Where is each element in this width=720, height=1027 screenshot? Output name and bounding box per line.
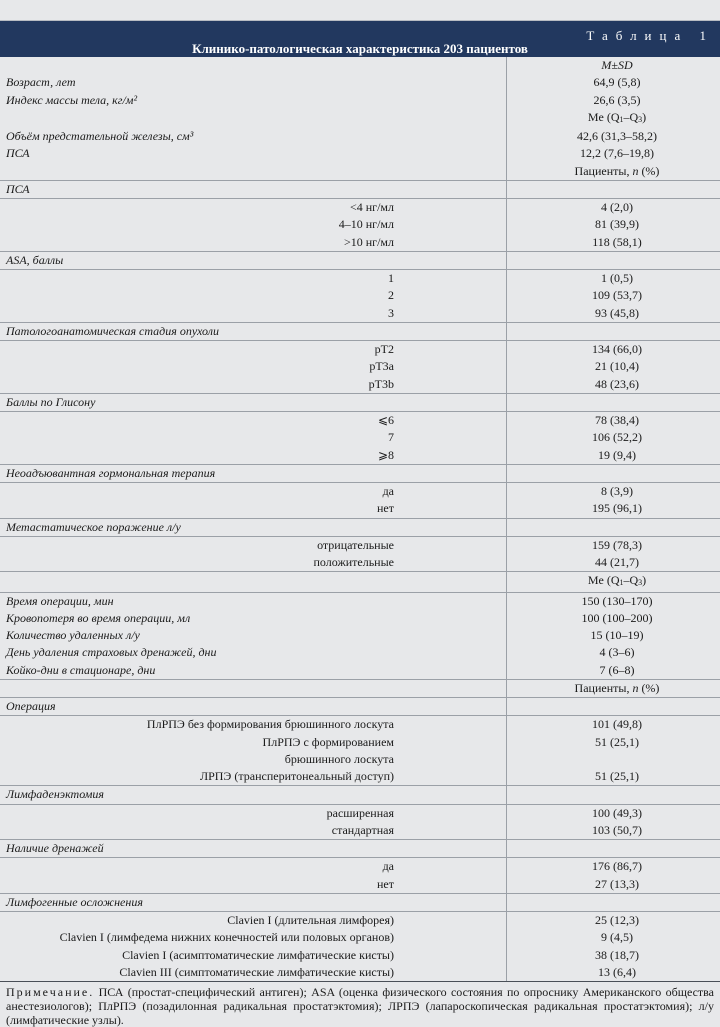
section-value: [507, 322, 720, 340]
subgroup-label: Clavien I (длительная лимфорея): [0, 912, 507, 930]
section-row: [0, 840, 720, 858]
table-row: [0, 74, 720, 91]
section-value: [507, 518, 720, 536]
row-label: День удаления страховых дренажей, дни: [0, 644, 507, 661]
subgroup-label: положительные: [0, 554, 507, 572]
subgroup-label: ⩾8: [0, 447, 507, 465]
row-value: 81 (39,9): [507, 216, 720, 233]
table-row: [0, 627, 720, 644]
table-title: Клинико-патологическая характеристика 203 пациентов: [0, 41, 720, 57]
row-label: Количество удаленных л/у: [0, 627, 507, 644]
table-row: [0, 128, 720, 145]
table-row: [0, 947, 720, 964]
table-row: [0, 592, 720, 610]
row-value: 8 (3,9): [507, 483, 720, 501]
row-label: [0, 57, 507, 74]
subgroup-label: Clavien I (лимфедема нижних конечностей или половых органов): [0, 929, 507, 946]
section-label: Наличие дренажей: [0, 840, 507, 858]
table-row: [0, 858, 720, 876]
subgroup-label: Clavien I (асимптоматические лимфатические кисты): [0, 947, 507, 964]
subgroup-label: 3: [0, 305, 507, 323]
row-value: 159 (78,3): [507, 536, 720, 554]
row-value: 78 (38,4): [507, 412, 720, 430]
page-top-strip: [0, 0, 720, 21]
row-value: 103 (50,7): [507, 822, 720, 840]
table-row: [0, 109, 720, 128]
table-row: [0, 734, 720, 751]
row-value: 25 (12,3): [507, 912, 720, 930]
row-value: 21 (10,4): [507, 358, 720, 375]
section-row: [0, 893, 720, 911]
table-row: [0, 804, 720, 822]
subgroup-label: ПлРПЭ без формирования брюшинного лоскута: [0, 716, 507, 734]
subgroup-label: стандартная: [0, 822, 507, 840]
table-row: [0, 536, 720, 554]
subgroup-label: да: [0, 858, 507, 876]
section-label: Лимфогенные осложнения: [0, 893, 507, 911]
row-label: Кровопотеря во время операции, мл: [0, 610, 507, 627]
subgroup-label: 2: [0, 287, 507, 304]
table-row: [0, 716, 720, 734]
section-value: [507, 464, 720, 482]
section-label: Метастатическое поражение л/у: [0, 518, 507, 536]
row-value: 106 (52,2): [507, 429, 720, 446]
table-row: [0, 483, 720, 501]
table-row: [0, 145, 720, 162]
row-value: [507, 751, 720, 768]
table-row: [0, 768, 720, 786]
subgroup-label: да: [0, 483, 507, 501]
row-value: 19 (9,4): [507, 447, 720, 465]
table-row: [0, 376, 720, 394]
table-row: [0, 92, 720, 109]
table-row: [0, 412, 720, 430]
section-label: Баллы по Глисону: [0, 393, 507, 411]
subgroup-label: pT3b: [0, 376, 507, 394]
section-label: ПСА: [0, 180, 507, 198]
subgroup-label: 1: [0, 270, 507, 288]
row-value: 100 (49,3): [507, 804, 720, 822]
column-caption: Me $(Q_1-Q_3)$: [507, 109, 720, 128]
section-row: [0, 180, 720, 198]
table-row: [0, 929, 720, 946]
row-value: 176 (86,7): [507, 858, 720, 876]
subgroup-label: нет: [0, 876, 507, 894]
row-value: 48 (23,6): [507, 376, 720, 394]
subgroup-label: pT3a: [0, 358, 507, 375]
row-label: Возраст, лет: [0, 74, 507, 91]
subgroup-label: Clavien III (симптоматические лимфатические кисты): [0, 964, 507, 981]
section-value: [507, 893, 720, 911]
table-header: [0, 21, 720, 57]
section-row: [0, 251, 720, 269]
table-row: [0, 500, 720, 518]
section-value: [507, 840, 720, 858]
section-label: Операция: [0, 698, 507, 716]
row-value: 1 (0,5): [507, 270, 720, 288]
subgroup-label: <4 нг/мл: [0, 199, 507, 217]
subgroup-label: нет: [0, 500, 507, 518]
section-label: Неоадъювантная гормональная терапия: [0, 464, 507, 482]
subgroup-label: >10 нг/мл: [0, 234, 507, 252]
row-value: 134 (66,0): [507, 341, 720, 359]
row-value: 26,6 (3,5): [507, 92, 720, 109]
table-row: [0, 305, 720, 323]
row-value: 150 (130–170): [507, 592, 720, 610]
section-label: Патологоанатомическая стадия опухоли: [0, 322, 507, 340]
table-row: [0, 662, 720, 680]
table-row: [0, 610, 720, 627]
row-value: 44 (21,7): [507, 554, 720, 572]
row-value: 64,9 (5,8): [507, 74, 720, 91]
row-value: 12,2 (7,6–19,8): [507, 145, 720, 162]
table-row: [0, 876, 720, 894]
table-row: [0, 644, 720, 661]
row-label: Койко-дни в стационаре, дни: [0, 662, 507, 680]
table-number: Таблица 1: [586, 28, 714, 44]
row-label: [0, 572, 507, 592]
subgroup-label: расширенная: [0, 804, 507, 822]
table-row: [0, 447, 720, 465]
row-label: Индекс массы тела, кг/м²: [0, 92, 507, 109]
table-row: [0, 679, 720, 697]
section-label: ASA, баллы: [0, 251, 507, 269]
column-caption: Пациенты, n (%): [507, 679, 720, 697]
section-row: [0, 393, 720, 411]
row-value: 195 (96,1): [507, 500, 720, 518]
table-row: [0, 341, 720, 359]
column-caption: M±SD: [507, 57, 720, 74]
row-value: 38 (18,7): [507, 947, 720, 964]
table-row: [0, 822, 720, 840]
row-label: [0, 109, 507, 128]
row-value: 7 (6–8): [507, 662, 720, 680]
row-value: 27 (13,3): [507, 876, 720, 894]
row-value: 51 (25,1): [507, 734, 720, 751]
subgroup-label: ⩽6: [0, 412, 507, 430]
table-row: [0, 429, 720, 446]
table-row: [0, 572, 720, 592]
table-row: [0, 163, 720, 181]
row-label: Объём предстательной железы, см³: [0, 128, 507, 145]
subgroup-label: ЛРПЭ (трансперитонеальный доступ): [0, 768, 507, 786]
table-row: [0, 751, 720, 768]
section-value: [507, 393, 720, 411]
row-value: 42,6 (31,3–58,2): [507, 128, 720, 145]
row-value: 101 (49,8): [507, 716, 720, 734]
footnote-prefix: Примечание.: [6, 985, 94, 999]
section-value: [507, 698, 720, 716]
section-value: [507, 251, 720, 269]
characteristics-table: [0, 57, 720, 981]
column-caption: Пациенты, n (%): [507, 163, 720, 181]
subgroup-label: 4–10 нг/мл: [0, 216, 507, 233]
section-label: Лимфаденэктомия: [0, 786, 507, 804]
section-row: [0, 322, 720, 340]
subgroup-label: ПлРПЭ с формированием: [0, 734, 507, 751]
footnote-text: ПСА (простат-специфический антиген); ASA (оценка физического состояния по опроснику Американского общества анестезиологов); ПлРПЭ (позадилонная радикальная простатэктомия); ЛРПЭ (лапароскопическая радикальная простатэктомия); л/у (лимфатические узлы).: [6, 985, 714, 1027]
subgroup-label: отрицательные: [0, 536, 507, 554]
section-value: [507, 180, 720, 198]
section-row: [0, 518, 720, 536]
subgroup-label: 7: [0, 429, 507, 446]
table-row: [0, 287, 720, 304]
section-value: [507, 786, 720, 804]
section-row: [0, 464, 720, 482]
row-value: 4 (2,0): [507, 199, 720, 217]
row-label: [0, 679, 507, 697]
row-value: 51 (25,1): [507, 768, 720, 786]
table-row: [0, 216, 720, 233]
table-footnote: [0, 981, 720, 1027]
row-value: 109 (53,7): [507, 287, 720, 304]
row-value: 15 (10–19): [507, 627, 720, 644]
table-row: [0, 554, 720, 572]
row-value: 9 (4,5): [507, 929, 720, 946]
table-row: [0, 234, 720, 252]
table-row: [0, 57, 720, 74]
section-row: [0, 698, 720, 716]
subgroup-label: брюшинного лоскута: [0, 751, 507, 768]
row-label: [0, 163, 507, 181]
row-value: 4 (3–6): [507, 644, 720, 661]
table-row: [0, 912, 720, 930]
row-label: Время операции, мин: [0, 592, 507, 610]
row-value: 93 (45,8): [507, 305, 720, 323]
table-row: [0, 358, 720, 375]
table-row: [0, 964, 720, 981]
row-value: 13 (6,4): [507, 964, 720, 981]
subgroup-label: pT2: [0, 341, 507, 359]
row-label: ПСА: [0, 145, 507, 162]
table-row: [0, 199, 720, 217]
table-row: [0, 270, 720, 288]
section-row: [0, 786, 720, 804]
row-value: 100 (100–200): [507, 610, 720, 627]
row-value: 118 (58,1): [507, 234, 720, 252]
column-caption: Me $(Q_1-Q_3)$: [507, 572, 720, 592]
